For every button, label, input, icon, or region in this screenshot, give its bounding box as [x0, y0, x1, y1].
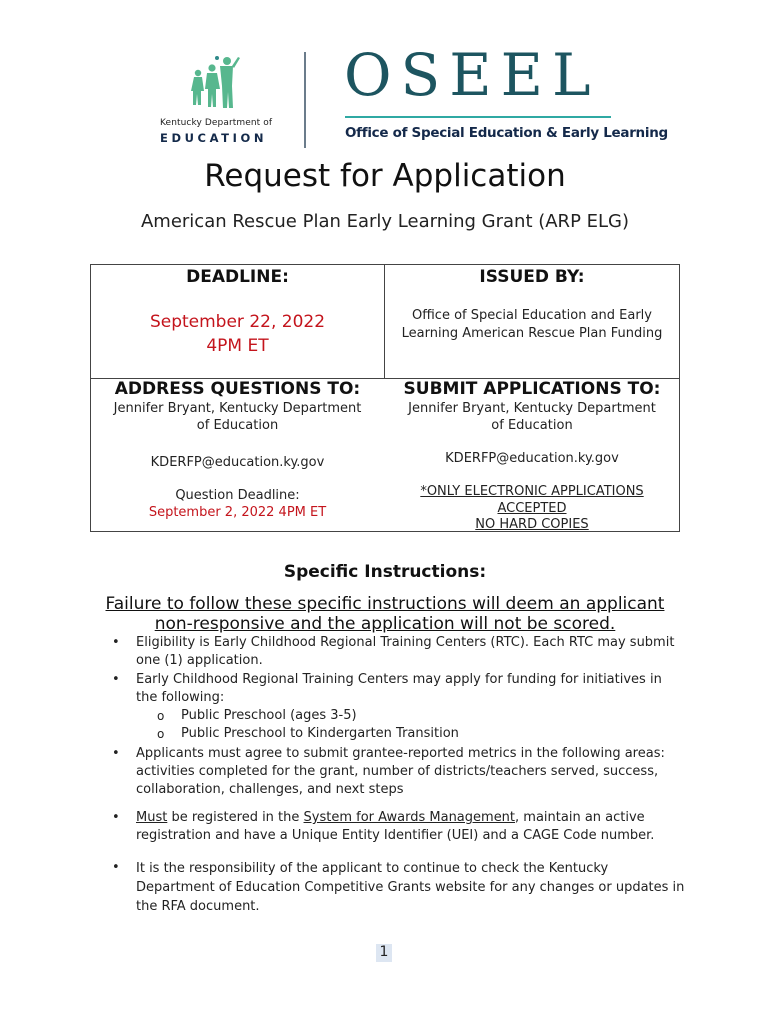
issued-by-line2: Learning American Rescue Plan Funding [401, 326, 663, 341]
submit-note-line2: ACCEPTED [497, 501, 567, 516]
instructions-warning [0, 594, 770, 634]
info-table [90, 264, 680, 532]
submit-note-line3: NO HARD COPIES [475, 517, 589, 532]
issued-by-label: ISSUED BY: [479, 267, 585, 287]
sub-bullet-marker: o [157, 727, 165, 741]
children-silhouette-icon [190, 54, 242, 116]
header-divider [304, 52, 306, 148]
bullet-marker: • [112, 810, 120, 825]
sub-bullet-marker: o [157, 709, 165, 723]
question-deadline-date: September 2, 2022 4PM ET [148, 505, 327, 520]
document-title: Request for Application [204, 158, 566, 194]
sub-list-item: Public Preschool to Kindergarten Transition [181, 726, 459, 741]
submit-note-line1: *ONLY ELECTRONIC APPLICATIONS [420, 484, 644, 499]
instructions-heading: Specific Instructions: [283, 562, 487, 582]
oseel-logo-title: OSEEL [344, 41, 600, 109]
issued-by-line1: Office of Special Education and Early [412, 308, 652, 323]
warning-line1: Failure to follow these specific instructions will deem an applicant [105, 594, 665, 614]
list-item-text: , maintain an active registration and have a Unique Entity Identifier (UEI) and a CAGE Code number. [136, 810, 655, 843]
submit-email[interactable]: KDERFP@education.ky.gov [445, 451, 619, 466]
list-item: It is the responsibility of the applicant to continue to check the Kentucky Department of Education Competitive Grants website for any changes or updates in the RFA document. [136, 861, 685, 914]
document-subtitle: American Rescue Plan Early Learning Grant (ARP ELG) [140, 211, 630, 232]
deadline-label: DEADLINE: [186, 267, 289, 287]
kde-wordmark-line2: EDUCATION [160, 131, 268, 145]
list-item-text: be registered in the [167, 810, 304, 825]
page-number: 1 [376, 944, 392, 962]
must-emphasis: Must [136, 810, 168, 825]
bullet-marker: • [112, 635, 120, 650]
letterhead [0, 0, 770, 160]
submit-contact-line2: of Education [491, 418, 573, 433]
bullet-marker: • [112, 860, 120, 875]
list-item: Applicants must agree to submit grantee-reported metrics in the following areas: activities completed for the grant, number of districts/teachers served, success, collaboration, challenges, and next steps [136, 746, 665, 797]
submit-applications-label: SUBMIT APPLICATIONS TO: [403, 379, 661, 399]
kde-wordmark-line1: Kentucky Department of [160, 118, 273, 128]
oseel-rule [345, 116, 611, 118]
list-item: Eligibility is Early Childhood Regional Training Centers (RTC). Each RTC may submit one (1) application. [136, 635, 675, 668]
kde-logo [160, 54, 280, 150]
bullet-marker: • [112, 746, 120, 761]
list-item [136, 809, 686, 845]
questions-email[interactable]: KDERFP@education.ky.gov [150, 455, 325, 470]
submit-contact-line1: Jennifer Bryant, Kentucky Department [408, 401, 656, 416]
address-questions-label: ADDRESS QUESTIONS TO: [114, 379, 361, 399]
questions-contact-line2: of Education [196, 418, 279, 433]
bullet-marker: • [112, 672, 120, 687]
sam-link[interactable]: System for Awards Management [303, 810, 516, 825]
oseel-subtitle: Office of Special Education & Early Learning [345, 125, 668, 141]
questions-contact-line1: Jennifer Bryant, Kentucky Department [113, 401, 362, 416]
warning-line2: non-responsive and the application will not be scored. [154, 614, 616, 634]
deadline-date: September 22, 2022 [149, 312, 326, 332]
deadline-time: 4PM ET [206, 336, 269, 356]
sub-list-item: Public Preschool (ages 3-5) [181, 708, 357, 723]
question-deadline-label: Question Deadline: [175, 488, 300, 503]
list-item: Early Childhood Regional Training Centers may apply for funding for initiatives in the following: [136, 672, 662, 705]
